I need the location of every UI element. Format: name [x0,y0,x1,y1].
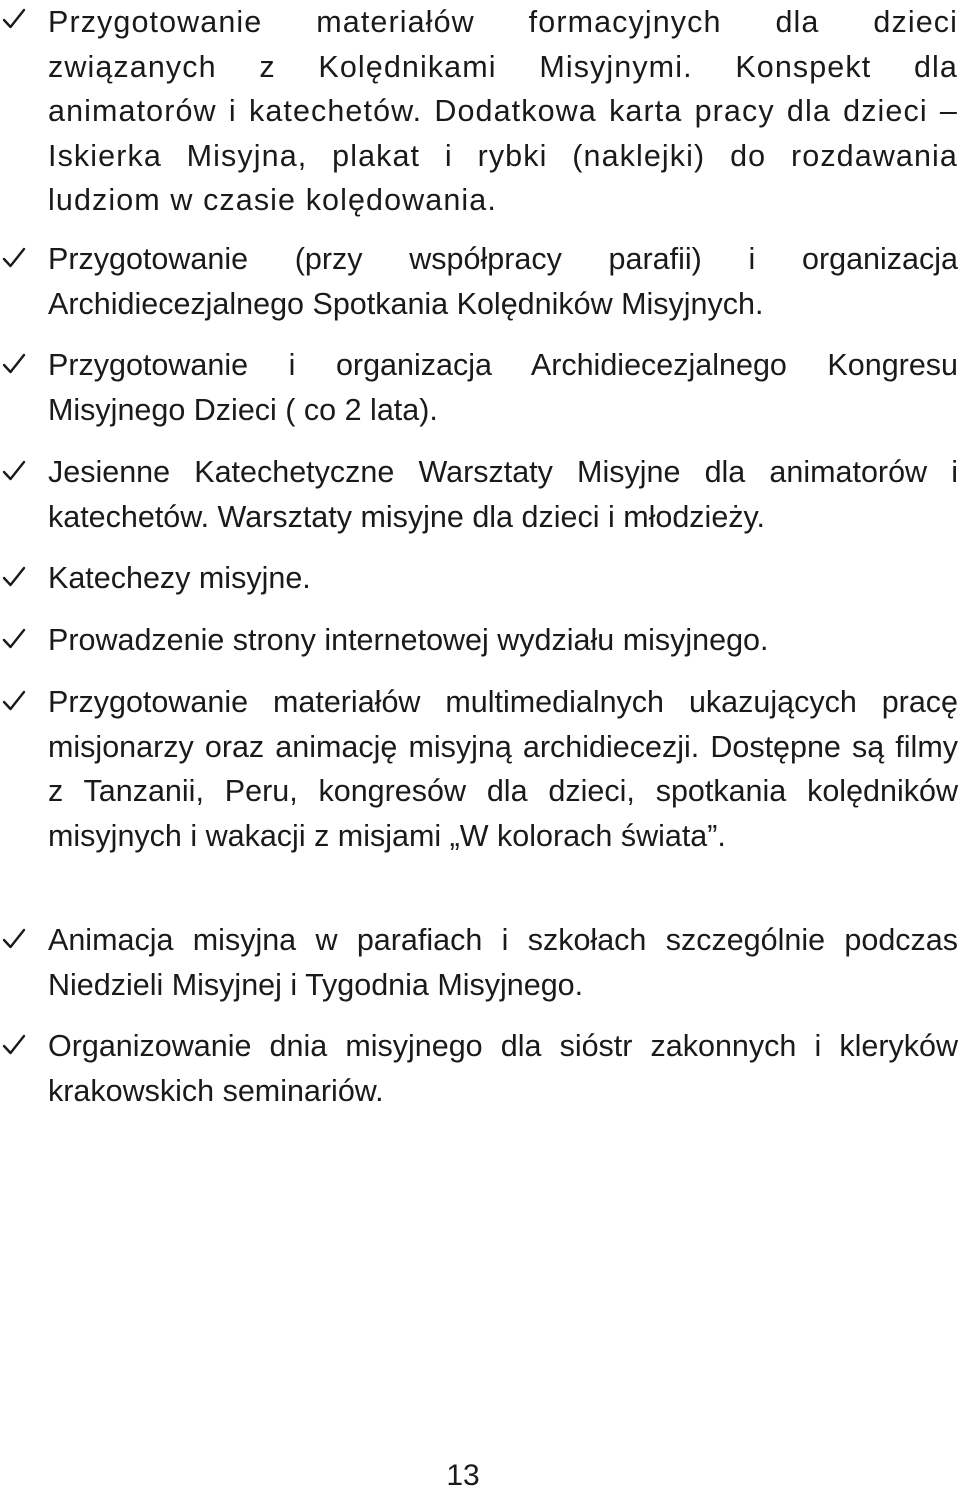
checkmark-icon [2,246,28,272]
checkmark-icon [2,927,28,953]
list-item-text: Przygotowanie materiałów multimedialnych ukazujących pracę misjonarzy oraz animację misyjną archidiecezji. Dostępne są filmy z Tanzanii, Peru, kongresów dla dzieci, spotkania kolędników misyjnych i wakacji z misjami „W kolorach świata”. [48,685,958,853]
checkmark-icon [2,7,28,33]
list-item-text: Prowadzenie strony internetowej wydziału misyjnego. [48,623,769,657]
list-item-text: Animacja misyjna w parafiach i szkołach szczególnie podczas Niedzieli Misyjnej i Tygodnia Misyjnego. [48,923,958,1002]
list-item-text: Jesienne Katechetyczne Warsztaty Misyjne dla animatorów i katechetów. Warsztaty misyjne dla dzieci i młodzieży. [48,455,958,534]
checkmark-icon [2,352,28,378]
checkmark-icon [2,1033,28,1059]
checkmark-icon [2,459,28,485]
list-item-text: Przygotowanie (przy współpracy parafii) i organizacja Archidiecezjalnego Spotkania Kolędników Misyjnych. [48,242,958,321]
checkmark-icon [2,627,28,653]
list-item-text: Katechezy misyjne. [48,561,311,595]
checkmark-icon [2,565,28,591]
page-number: 13 [446,1459,480,1492]
list-item-text: Przygotowanie materiałów formacyjnych dla dzieci związanych z Kolędnikami Misyjnymi. Konspekt dla animatorów i katechetów. Dodatkowa karta pracy dla dzieci – Iskierka Misyjna, plakat i rybki (naklejki) do rozdawania ludziom w czasie kolędowania. [48,5,958,217]
list-item-text: Przygotowanie i organizacja Archidiecezjalnego Kongresu Misyjnego Dzieci ( co 2 lata). [48,348,958,427]
list-item-text: Organizowanie dnia misyjnego dla sióstr zakonnych i kleryków krakowskich seminariów. [48,1029,958,1108]
checkmark-icon [2,689,28,715]
